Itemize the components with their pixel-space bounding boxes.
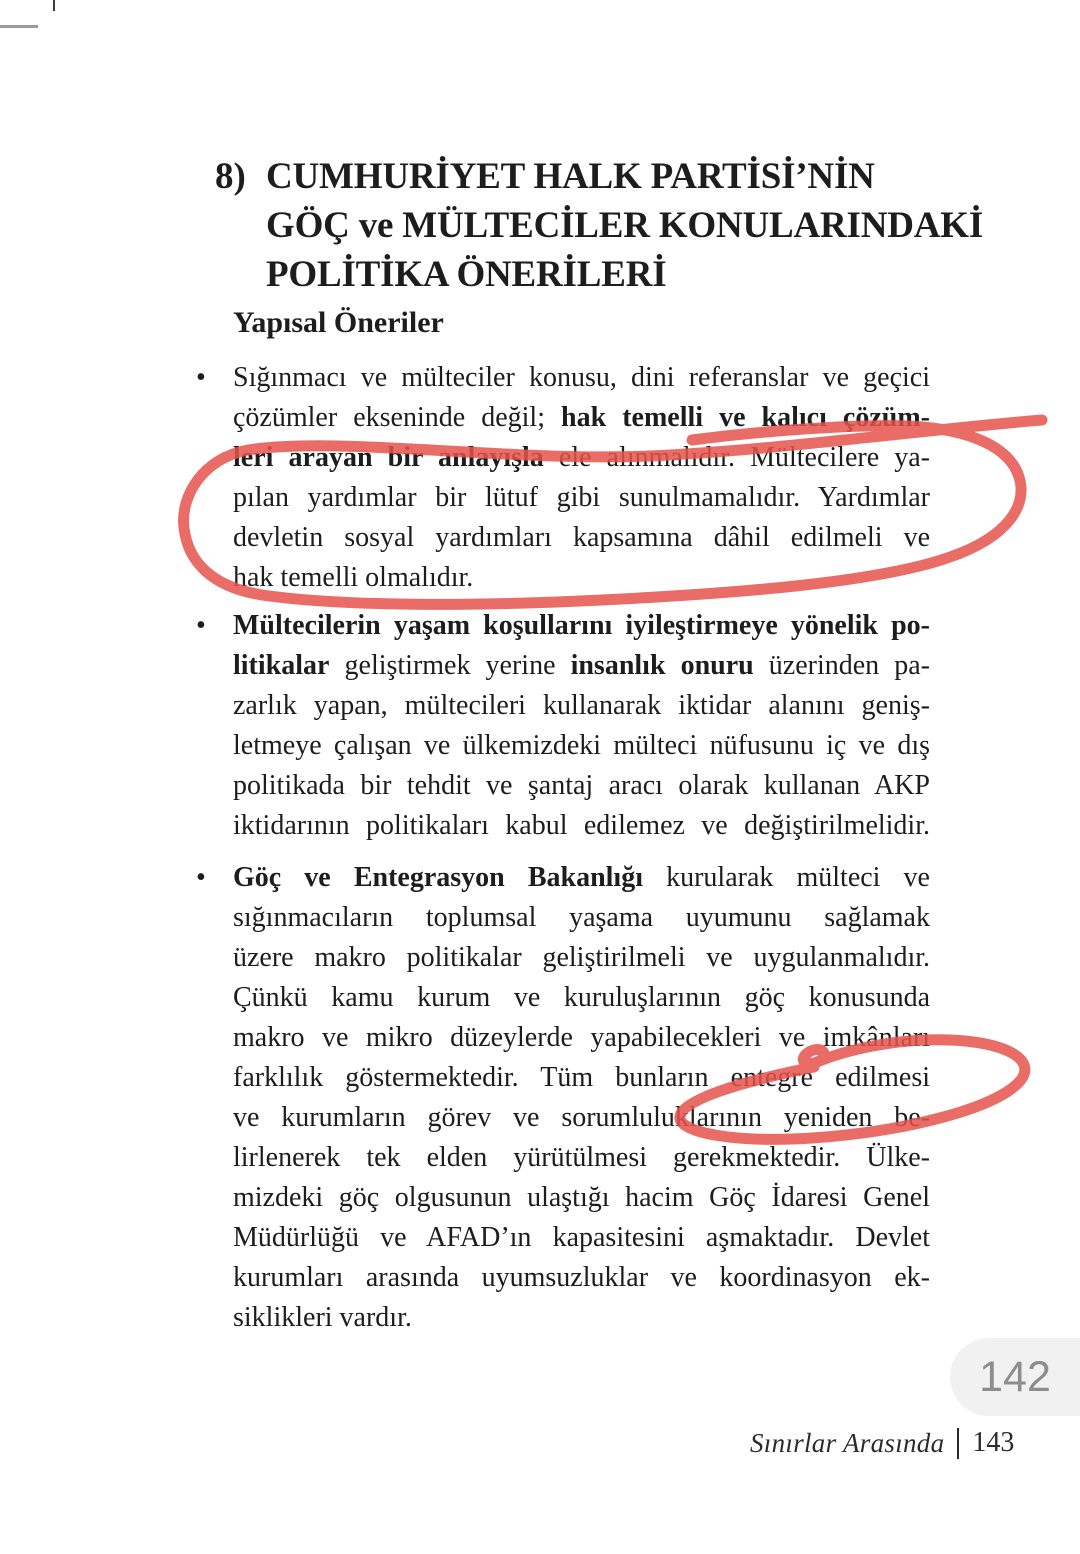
bullet-paragraph-3 [233, 858, 930, 1338]
footer-page-number: 143 [972, 1427, 1015, 1458]
subsection-title: Yapısal Öneriler [233, 306, 444, 339]
text-line: zarlık yapan, mültecileri kullanarak iktidar alanını geniş- [233, 690, 930, 721]
footer-book-title: Sınırlar Arasında [750, 1427, 945, 1458]
text-line: sığınmacıların toplumsal yaşama uyumunu sağlamak [233, 902, 930, 933]
section-heading [266, 152, 983, 299]
heading-line-3: POLİTİKA ÖNERİLERİ [266, 254, 667, 295]
text-line: letmeye çalışan ve ülkemizdeki mülteci nüfusunu iç ve dış [233, 730, 930, 761]
page-footer [750, 1427, 1014, 1459]
text-line: hak temelli olmalıdır. [233, 562, 474, 593]
text-line: farklılık göstermektedir. Tüm bunların entegre edilmesi [233, 1062, 930, 1093]
text-line: kurumları arasında uyumsuzluklar ve koordinasyon ek- [233, 1262, 930, 1293]
page-scroll-badge[interactable]: 142 [950, 1338, 1080, 1416]
heading-line-2: GÖÇ ve MÜLTECİLER KONULARINDAKİ [266, 205, 984, 246]
text-line: politikada bir tehdit ve şantaj aracı olarak kullanan AKP [233, 770, 930, 801]
text-line: Çünkü kamu kurum ve kuruluşlarının göç konusunda [233, 982, 930, 1013]
footer-separator [957, 1428, 959, 1459]
text-line: üzere makro politikalar geliştirilmeli ve uygulanmalıdır. [233, 942, 930, 973]
text-line: devletin sosyal yardımları kapsamına dâhil edilmeli ve [233, 522, 930, 553]
text-line: Müdürlüğü ve AFAD’ın kapasitesini aşmaktadır. Devlet [233, 1222, 930, 1253]
text-line: makro ve mikro düzeylerde yapabilecekleri ve imkânları [233, 1022, 930, 1053]
text-line: ve kurumların görev ve sorumluluklarının yeniden be- [233, 1102, 930, 1133]
bullet-paragraph-1 [233, 358, 930, 598]
text-line: siklikleri vardır. [233, 1302, 412, 1333]
text-line: Mültecilerin yaşam koşullarını iyileştirmeye yönelik po- [233, 610, 930, 641]
text-line: leri arayan bir anlayışla ele alınmalıdır. Mültecilere ya- [233, 442, 931, 473]
bullet-marker: • [196, 362, 206, 393]
section-number: 8) [215, 156, 246, 197]
scan-artifact-horizontal-line [0, 25, 38, 28]
text-line: pılan yardımlar bir lütuf gibi sunulmamalıdır. Yardımlar [233, 482, 930, 513]
text-line: çözümler ekseninde değil; hak temelli ve kalıcı çözüm- [233, 402, 931, 433]
text-line: Göç ve Entegrasyon Bakanlığı kurularak mülteci ve [233, 862, 930, 893]
bullet-paragraph-2 [233, 606, 930, 846]
text-line: mizdeki göç olgusunun ulaştığı hacim Göç İdaresi Genel [233, 1182, 930, 1213]
bullet-marker: • [196, 610, 206, 641]
text-line: litikalar geliştirmek yerine insanlık onuru üzerinden pa- [233, 650, 930, 681]
scan-artifact-vertical-line [53, 0, 55, 11]
text-line: Sığınmacı ve mülteciler konusu, dini referanslar ve geçici [233, 362, 930, 393]
bullet-marker: • [196, 862, 206, 893]
text-line: lirlenerek tek elden yürütülmesi gerekmektedir. Ülke- [233, 1142, 930, 1173]
heading-line-1: CUMHURİYET HALK PARTİSİ’NİN [266, 156, 875, 197]
text-line: iktidarının politikaları kabul edilemez ve değiştirilmelidir. [233, 810, 930, 841]
